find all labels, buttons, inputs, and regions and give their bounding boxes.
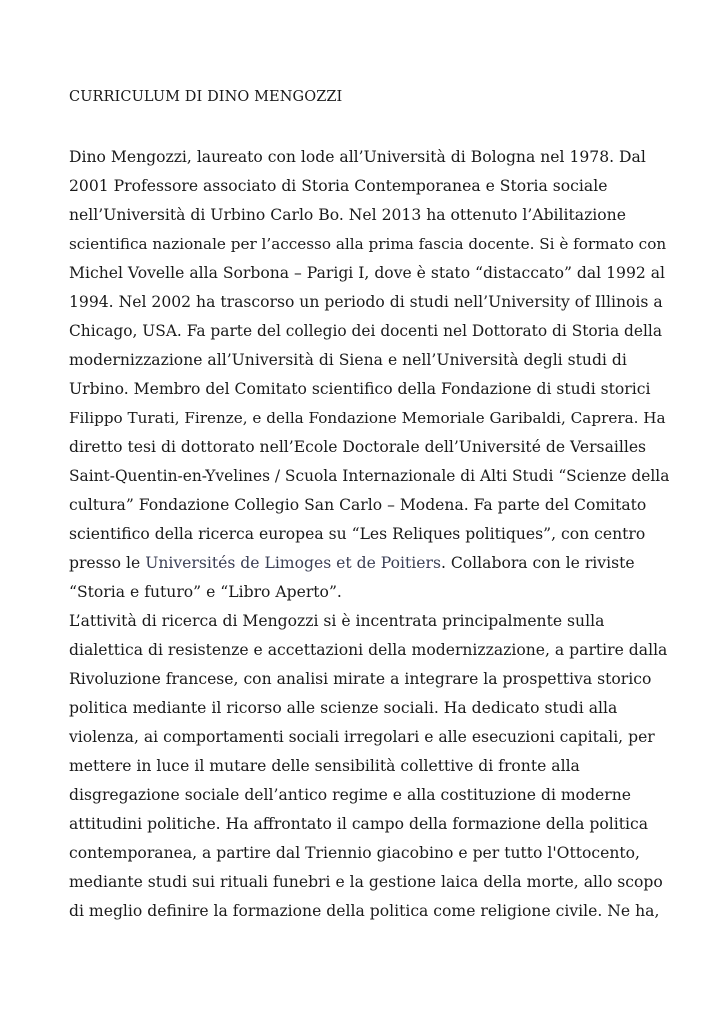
document-title: CURRICULUM DI DINO MENGOZZI [69, 89, 343, 105]
body-line: Michel Vovelle alla Sorbona – Parigi I, dove è stato “distaccato” dal 1992 al [69, 264, 666, 282]
body-line: scientifico della ricerca europea su “Les Reliques politiques”, con centro [69, 525, 646, 543]
body-line: “Storia e futuro” e “Libro Aperto”. [69, 583, 342, 601]
universites-link[interactable]: Universités de Limoges et de Poitiers [145, 554, 441, 572]
body-line: 1994. Nel 2002 ha trascorso un periodo di studi nell’University of Illinois a [69, 293, 663, 311]
body-line: cultura” Fondazione Collegio San Carlo – Modena. Fa parte del Comitato [69, 496, 647, 514]
body-line: mediante studi sui rituali funebri e la gestione laica della morte, allo scopo [69, 873, 663, 891]
body-line: Saint-Quentin-en-Yvelines / Scuola Internazionale di Alti Studi “Scienze della [69, 467, 670, 485]
body-line: Urbino. Membro del Comitato scientifico della Fondazione di studi storici [69, 380, 651, 398]
body-line: dialettica di resistenze e accettazioni della modernizzazione, a partire dalla [69, 641, 668, 659]
body-line: mettere in luce il mutare delle sensibilità collettive di fronte alla [69, 757, 580, 775]
body-line: Chicago, USA. Fa parte del collegio dei docenti nel Dottorato di Storia della [69, 322, 663, 340]
body-line: diretto tesi di dottorato nell’Ecole Doctorale dell’Université de Versailles [69, 438, 647, 456]
document-body [69, 143, 669, 926]
body-line-prefix: presso le [69, 554, 146, 572]
body-line: nell’Università di Urbino Carlo Bo. Nel 2013 ha ottenuto l’Abilitazione [69, 206, 626, 224]
body-line: Dino Mengozzi, laureato con lode all’Università di Bologna nel 1978. Dal [69, 148, 646, 166]
body-line: attitudini politiche. Ha affrontato il campo della formazione della politica [69, 815, 648, 833]
body-line-with-link [69, 549, 669, 578]
body-line: Rivoluzione francese, con analisi mirate a integrare la prospettiva storico [69, 670, 652, 688]
body-line: 2001 Professore associato di Storia Contemporanea e Storia sociale [69, 177, 608, 195]
body-line: scientifica nazionale per l’accesso alla prima fascia docente. Si è formato con [69, 235, 667, 253]
body-line: disgregazione sociale dell’antico regime e alla costituzione di moderne [69, 786, 632, 804]
body-line: Filippo Turati, Firenze, e della Fondazione Memoriale Garibaldi, Caprera. Ha [69, 409, 666, 427]
body-line-suffix: . Collabora con le riviste [440, 554, 635, 572]
body-line: di meglio definire la formazione della politica come religione civile. Ne ha, [69, 902, 660, 920]
body-line: modernizzazione all’Università di Siena e nell’Università degli studi di [69, 351, 627, 369]
body-line: violenza, ai comportamenti sociali irregolari e alle esecuzioni capitali, per [69, 728, 655, 746]
body-line: politica mediante il ricorso alle scienze sociali. Ha dedicato studi alla [69, 699, 618, 717]
body-line: L’attività di ricerca di Mengozzi si è incentrata principalmente sulla [69, 612, 605, 630]
body-line: contemporanea, a partire dal Triennio giacobino e per tutto l'Ottocento, [69, 844, 640, 862]
